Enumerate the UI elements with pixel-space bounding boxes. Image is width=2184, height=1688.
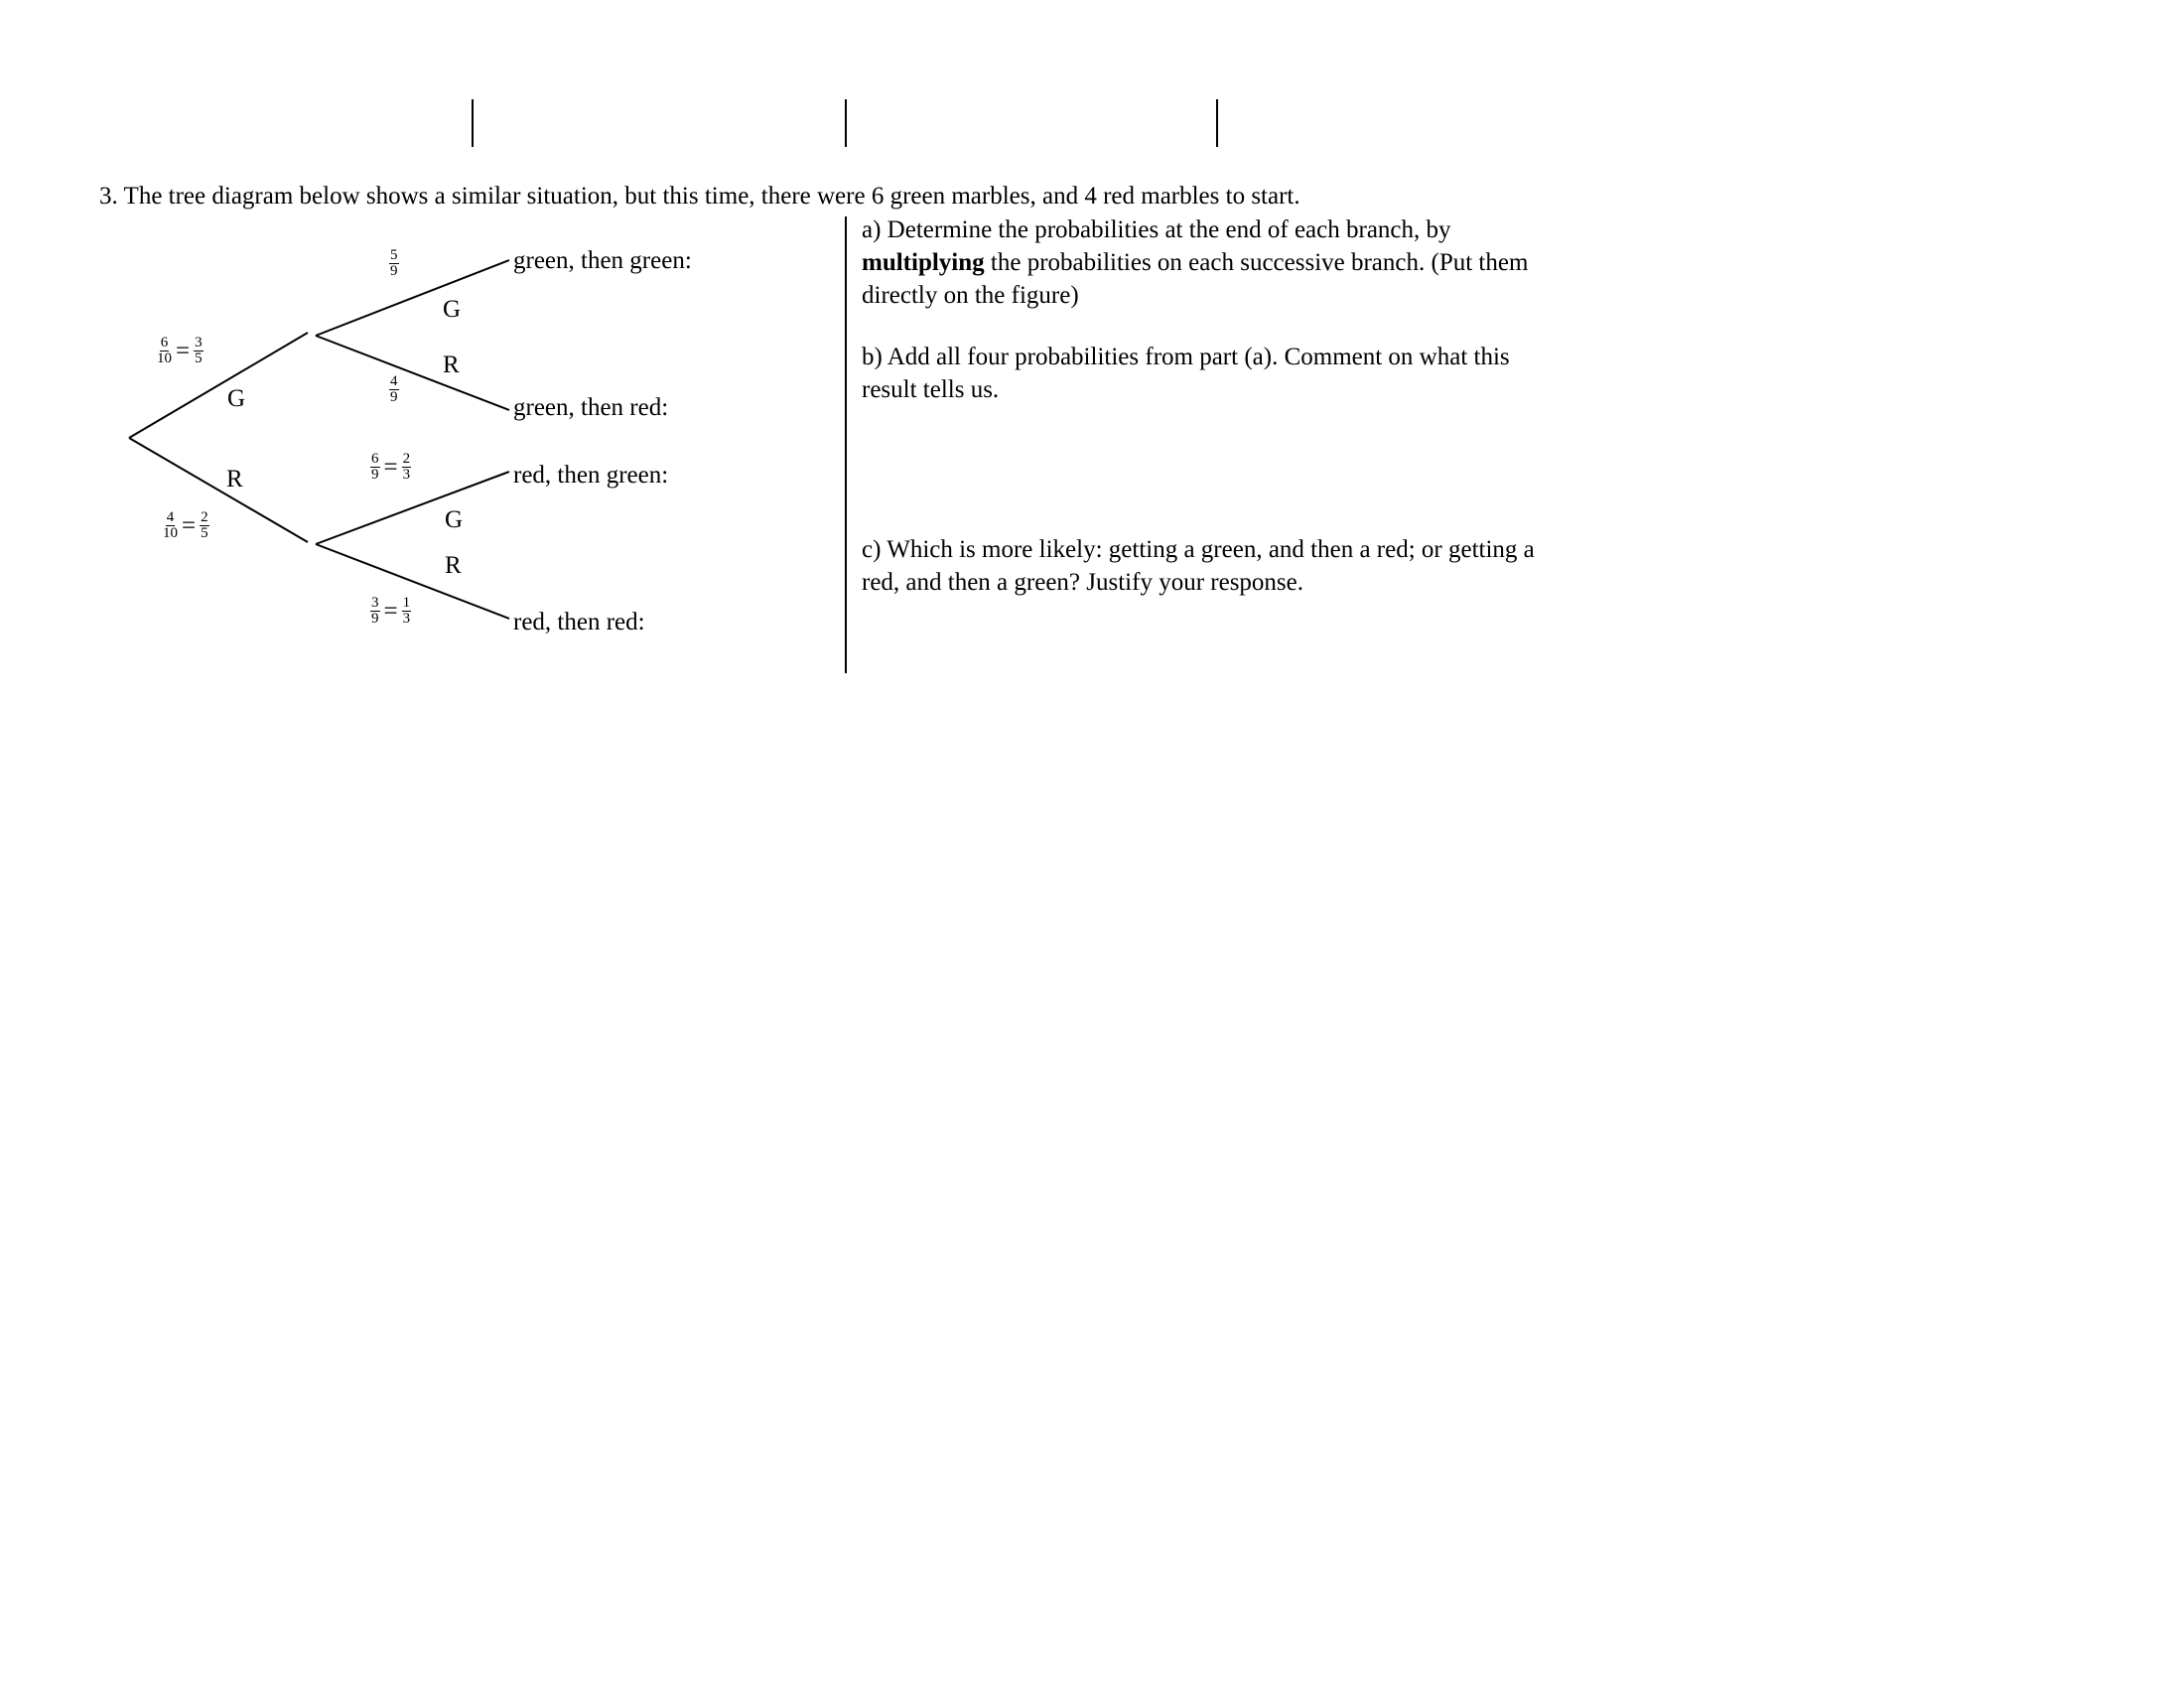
- label-red-green: G: [445, 506, 464, 533]
- prob-first-green: $\frac{6}{10}$ = $\frac{3}{5}$: [157, 335, 203, 366]
- label-red-red: R: [445, 552, 462, 579]
- prob-green-red: $\frac{4}{9}$: [390, 373, 398, 405]
- part-a: [862, 213, 1557, 312]
- branch-red-red: [316, 544, 509, 619]
- part-c: c) Which is more likely: getting a green, and then a red; or getting a red, and then a green? Justify your response.: [862, 536, 1535, 596]
- leaf-red-then-red: red, then red:: [513, 609, 645, 635]
- branch-first-red: [129, 438, 308, 542]
- part-a-bold: multiplying: [862, 249, 985, 276]
- leaf-green-then-green: green, then green:: [513, 247, 692, 274]
- prob-red-red: $\frac{3}{9}$ = $\frac{1}{3}$: [371, 595, 411, 627]
- branch-green-red: [316, 336, 509, 410]
- branch-red-green: [316, 472, 509, 544]
- part-b: b) Add all four probabilities from part (a). Comment on what this result tells us.: [862, 344, 1510, 403]
- prob-first-red: $\frac{4}{10}$ = $\frac{2}{5}$: [163, 509, 208, 541]
- leaf-green-then-red: green, then red:: [513, 394, 669, 421]
- label-first-red: R: [226, 466, 243, 492]
- branch-green-green: [316, 260, 509, 336]
- part-a-prefix: a) Determine the probabilities at the end of each branch, by: [862, 216, 1451, 243]
- branch-first-green: [129, 333, 308, 438]
- problem-statement: 3. The tree diagram below shows a similar situation, but this time, there were 6 green marbles, and 4 red marbles to start.: [99, 183, 1300, 210]
- part-a-suffix: the probabilities on each successive branch. (Put them directly on the figure): [862, 249, 1529, 309]
- leaf-red-then-green: red, then green:: [513, 462, 669, 489]
- prob-green-green: $\frac{5}{9}$: [390, 247, 398, 279]
- prob-red-green: $\frac{6}{9}$ = $\frac{2}{3}$: [371, 451, 411, 483]
- label-green-red: R: [443, 352, 460, 378]
- label-first-green: G: [227, 385, 246, 412]
- label-green-green: G: [443, 296, 462, 323]
